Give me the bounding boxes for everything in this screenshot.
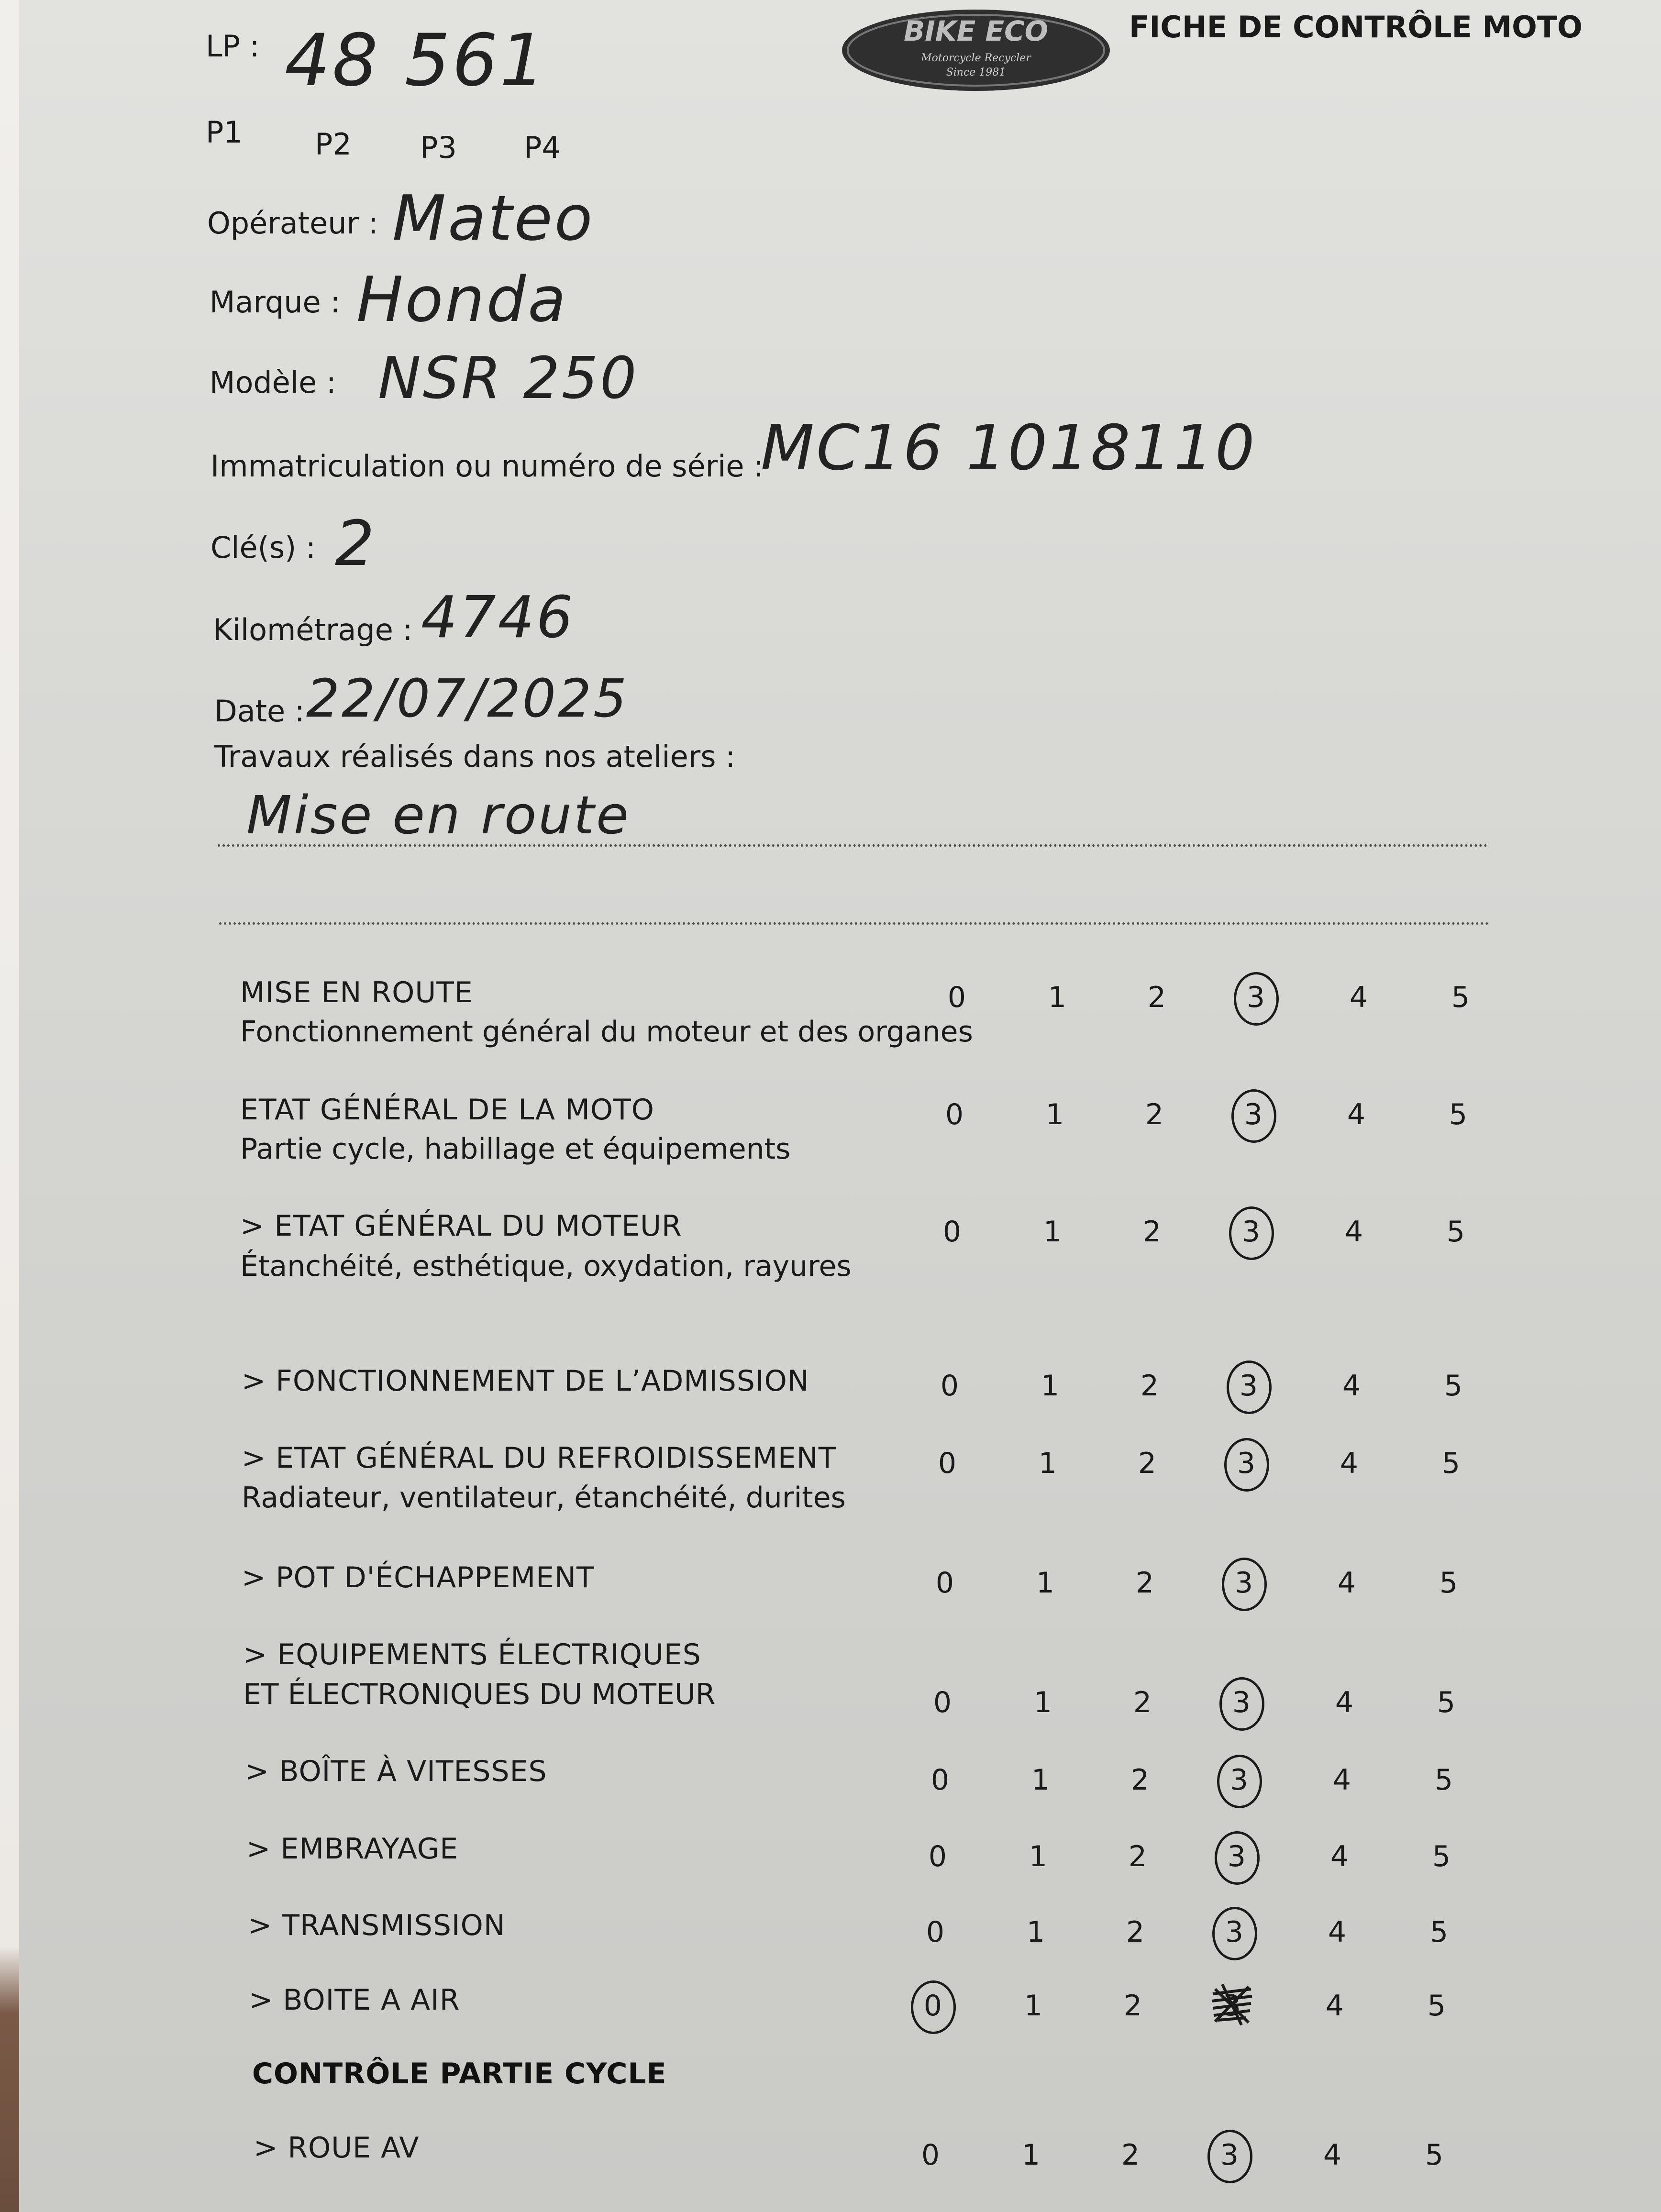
score-2[interactable]: 2 (1138, 1447, 1157, 1480)
score-2[interactable]: 2 (1147, 981, 1166, 1014)
p1-label: P1 (206, 115, 243, 150)
score-2[interactable]: 2 (1142, 1215, 1162, 1249)
checklist-item-title: > TRANSMISSION (248, 1909, 506, 1942)
score-1[interactable]: 1 (1024, 1989, 1043, 2023)
immatriculation-label: Immatriculation ou numéro de série : (210, 449, 764, 484)
score-4[interactable]: 4 (1344, 1215, 1363, 1249)
score-selected-circle (1229, 1206, 1274, 1260)
score-selected-circle (1224, 1438, 1269, 1492)
score-0[interactable]: 0 (945, 1098, 964, 1131)
score-1[interactable]: 1 (1029, 1840, 1048, 1873)
kilometrage-value: 4746 (421, 585, 575, 651)
checklist-item-title: > ROUE AV (254, 2131, 420, 2165)
modele-value: NSR 250 (378, 345, 639, 412)
score-5[interactable]: 5 (1446, 1215, 1465, 1249)
score-3[interactable]: 3 (1234, 1566, 1253, 1600)
checklist-item-title: > BOÎTE À VITESSES (245, 1755, 547, 1788)
score-selected-circle (1222, 1558, 1267, 1611)
score-4[interactable]: 4 (1328, 1915, 1347, 1949)
score-3[interactable]: 3 (1241, 1215, 1261, 1249)
score-4[interactable]: 4 (1332, 1763, 1351, 1797)
score-3[interactable]: 3 (1222, 1989, 1241, 2023)
score-crossed-out-scribble (1208, 1980, 1256, 2027)
score-selected-circle (1234, 972, 1279, 1026)
travaux-line-2 (219, 922, 1489, 925)
score-1[interactable]: 1 (1043, 1215, 1062, 1249)
p4-label: P4 (524, 130, 561, 165)
score-4[interactable]: 4 (1349, 981, 1368, 1014)
score-2[interactable]: 2 (1140, 1369, 1159, 1403)
cles-label: Clé(s) : (210, 530, 316, 565)
score-3[interactable]: 3 (1220, 2138, 1239, 2172)
sheet-title: FICHE DE CONTRÔLE MOTO (1129, 10, 1583, 44)
svg-text:Motorcycle Recycler: Motorcycle Recycler (921, 52, 1031, 64)
immatriculation-value: MC16 1018110 (761, 411, 1257, 484)
bike-eco-logo (832, 5, 1119, 96)
checklist-item-title: MISE EN ROUTE (240, 976, 473, 1009)
score-3[interactable]: 3 (1239, 1369, 1258, 1403)
score-0[interactable]: 0 (942, 1215, 962, 1249)
p2-label: P2 (315, 127, 352, 162)
checklist-item-title: > ETAT GÉNÉRAL DU REFROIDISSEMENT (242, 1441, 837, 1475)
control-sheet (19, 0, 1661, 2212)
checklist-item-subtitle: Étanchéité, esthétique, oxydation, rayures (240, 1250, 852, 1283)
score-5[interactable]: 5 (1437, 1686, 1456, 1719)
score-5[interactable]: 5 (1425, 2138, 1444, 2172)
checklist-item-subtitle: Partie cycle, habillage et équipements (240, 1132, 791, 1166)
score-5[interactable]: 5 (1444, 1369, 1463, 1403)
score-2[interactable]: 2 (1121, 2138, 1140, 2172)
score-2[interactable]: 2 (1133, 1686, 1152, 1719)
score-3[interactable]: 3 (1237, 1447, 1256, 1480)
score-selected-circle (1219, 1677, 1264, 1731)
date-label: Date : (214, 694, 305, 729)
score-0[interactable]: 0 (930, 1763, 950, 1797)
score-1[interactable]: 1 (1036, 1566, 1055, 1600)
score-0[interactable]: 0 (940, 1369, 959, 1403)
score-5[interactable]: 5 (1439, 1566, 1458, 1600)
checklist-item-subtitle: ET ÉLECTRONIQUES DU MOTEUR (243, 1678, 716, 1711)
modele-label: Modèle : (210, 365, 336, 400)
section-header-partie-cycle: CONTRÔLE PARTIE CYCLE (252, 2057, 667, 2090)
score-2[interactable]: 2 (1145, 1098, 1164, 1131)
score-2[interactable]: 2 (1135, 1566, 1154, 1600)
score-3[interactable]: 3 (1229, 1763, 1249, 1797)
score-3[interactable]: 3 (1232, 1686, 1251, 1719)
marque-label: Marque : (210, 285, 341, 320)
score-5[interactable]: 5 (1434, 1763, 1453, 1797)
checklist-item-title: > EMBRAYAGE (246, 1832, 459, 1866)
lp-value: 48 561 (285, 19, 547, 102)
cles-value: 2 (335, 507, 376, 580)
score-1[interactable]: 1 (1038, 1447, 1057, 1480)
score-1[interactable]: 1 (1026, 1915, 1045, 1949)
travaux-value: Mise en route (246, 785, 631, 846)
checklist-item-subtitle: Fonctionnement général du moteur et des organes (240, 1015, 973, 1049)
marque-value: Honda (356, 263, 568, 336)
score-0[interactable]: 0 (921, 2138, 940, 2172)
lp-label: LP : (206, 29, 260, 64)
score-0[interactable]: 0 (928, 1840, 947, 1873)
score-selected-circle (1212, 1907, 1257, 1960)
score-5[interactable]: 5 (1449, 1098, 1468, 1131)
kilometrage-label: Kilométrage : (213, 612, 413, 647)
score-3[interactable]: 3 (1246, 981, 1265, 1014)
score-1[interactable]: 1 (1048, 981, 1067, 1014)
score-selected-circle (1207, 2130, 1252, 2183)
operateur-value: Mateo (392, 182, 595, 254)
score-1[interactable]: 1 (1021, 2138, 1041, 2172)
date-value: 22/07/2025 (306, 668, 629, 729)
score-5[interactable]: 5 (1427, 1989, 1446, 2023)
score-4[interactable]: 4 (1323, 2138, 1342, 2172)
score-0[interactable]: 0 (938, 1447, 957, 1480)
score-selected-circle (911, 1980, 956, 2034)
score-4[interactable]: 4 (1335, 1686, 1354, 1719)
score-0[interactable]: 0 (947, 981, 966, 1014)
score-0[interactable]: 0 (926, 1915, 945, 1949)
checklist-item-title: > FONCTIONNEMENT DE L’ADMISSION (242, 1364, 809, 1398)
score-4[interactable]: 4 (1342, 1369, 1361, 1403)
score-1[interactable]: 1 (1031, 1763, 1050, 1797)
travaux-line-1 (218, 844, 1488, 847)
svg-text:BIKE ECO: BIKE ECO (903, 15, 1049, 47)
travaux-label: Travaux réalisés dans nos ateliers : (214, 739, 736, 774)
score-3[interactable]: 3 (1244, 1098, 1263, 1131)
score-selected-circle (1227, 1360, 1272, 1414)
checklist-item-title: > ETAT GÉNÉRAL DU MOTEUR (240, 1209, 682, 1243)
score-4[interactable]: 4 (1325, 1989, 1344, 2023)
checklist-item-title: > BOITE A AIR (249, 1983, 460, 2017)
score-0[interactable]: 0 (923, 1989, 942, 2023)
score-1[interactable]: 1 (1041, 1369, 1060, 1403)
score-5[interactable]: 5 (1429, 1915, 1449, 1949)
score-3[interactable]: 3 (1227, 1840, 1246, 1873)
score-5[interactable]: 5 (1432, 1840, 1451, 1873)
score-0[interactable]: 0 (933, 1686, 952, 1719)
checklist-item-title: ETAT GÉNÉRAL DE LA MOTO (240, 1093, 654, 1127)
score-2[interactable]: 2 (1130, 1763, 1150, 1797)
score-4[interactable]: 4 (1337, 1566, 1356, 1600)
score-4[interactable]: 4 (1330, 1840, 1349, 1873)
checklist-item-title: > POT D'ÉCHAPPEMENT (242, 1561, 595, 1594)
score-1[interactable]: 1 (1045, 1098, 1064, 1131)
score-5[interactable]: 5 (1441, 1447, 1461, 1480)
score-selected-circle (1217, 1755, 1262, 1808)
score-4[interactable]: 4 (1347, 1098, 1366, 1131)
score-selected-circle (1231, 1089, 1276, 1143)
score-2[interactable]: 2 (1128, 1840, 1147, 1873)
score-0[interactable]: 0 (935, 1566, 954, 1600)
score-4[interactable]: 4 (1340, 1447, 1359, 1480)
score-3[interactable]: 3 (1225, 1915, 1244, 1949)
svg-text:Since 1981: Since 1981 (946, 66, 1006, 78)
p3-label: P3 (420, 130, 457, 165)
score-2[interactable]: 2 (1123, 1989, 1142, 2023)
checklist-item-title: > EQUIPEMENTS ÉLECTRIQUES (243, 1638, 701, 1671)
score-selected-circle (1215, 1831, 1260, 1885)
operateur-label: Opérateur : (207, 206, 378, 241)
checklist-item-subtitle: Radiateur, ventilateur, étanchéité, durites (242, 1481, 846, 1515)
score-5[interactable]: 5 (1451, 981, 1470, 1014)
score-1[interactable]: 1 (1033, 1686, 1052, 1719)
background-edge (0, 0, 19, 2212)
score-2[interactable]: 2 (1126, 1915, 1145, 1949)
